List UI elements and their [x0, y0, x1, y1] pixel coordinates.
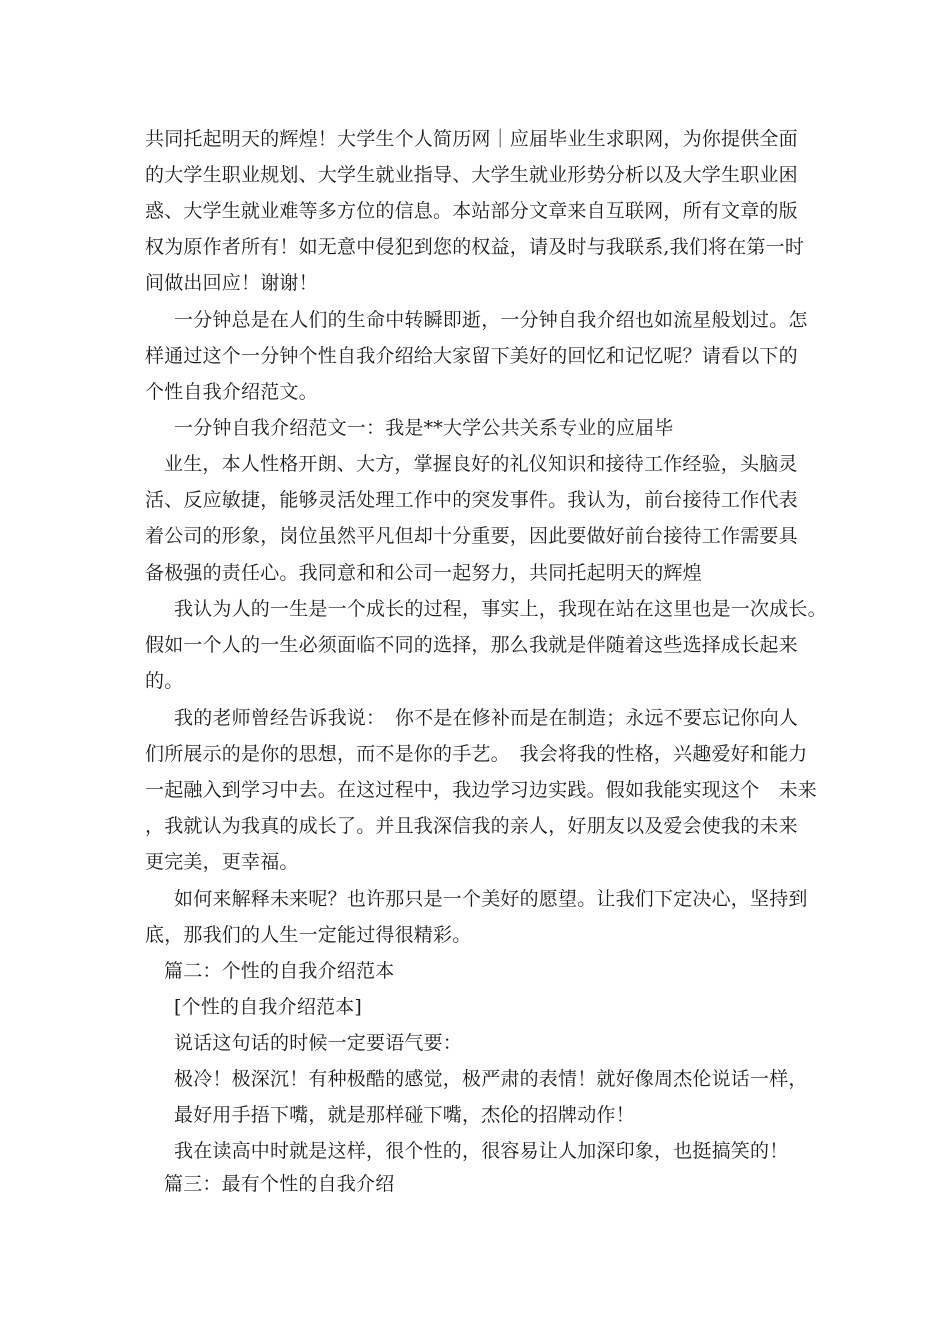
text-line: [个性的自我介绍范本]	[174, 996, 363, 1018]
text-line: 底，那我们的人生一定能过得很精彩。	[145, 924, 472, 946]
text-line: 活、反应敏捷，能够灵活处理工作中的突发事件。我认为，前台接待工作代表	[145, 489, 798, 511]
text-line: 说话这句话的时候一定要语气要：	[174, 1032, 463, 1054]
text-line: 我的老师曾经告诉我说： 你不是在修补而是在制造；永远不要忘记你向人	[174, 707, 799, 729]
text-line: 样通过这个一分钟个性自我介绍给大家留下美好的回忆和记忆呢？请看以下的	[145, 345, 798, 367]
section-heading: 篇二：个性的自我介绍范本	[164, 960, 395, 982]
text-line: 们所展示的是你的思想，而不是你的手艺。 我会将我的性格，兴趣爱好和能力	[145, 743, 808, 765]
text-line: 着公司的形象，岗位虽然平凡但却十分重要，因此要做好前台接待工作需要具	[145, 525, 798, 547]
text-line: 共同托起明天的辉煌！大学生个人简历网｜应届毕业生求职网，为你提供全面	[145, 128, 798, 150]
text-line: 间做出回应！谢谢！	[145, 272, 318, 294]
text-line: 假如一个人的一生必须面临不同的选择，那么我就是伴随着这些选择成长起来	[145, 634, 798, 656]
section-heading: 篇三：最有个性的自我介绍	[164, 1173, 395, 1195]
text-line: 一分钟自我介绍范文一：我是**大学公共关系专业的应届毕	[174, 417, 674, 439]
text-line: 权为原作者所有！如无意中侵犯到您的权益，请及时与我联系,我们将在第一时	[145, 236, 805, 258]
text-line: 更完美，更幸福。	[145, 851, 299, 873]
text-line: 极冷！极深沉！有种极酷的感觉，极严肃的表情！就好像周杰伦说话一样，	[174, 1068, 808, 1090]
text-line: 最好用手捂下嘴，就是那样碰下嘴，杰伦的招牌动作！	[174, 1104, 635, 1126]
text-line: 我认为人的一生是一个成长的过程，事实上，我现在站在这里也是一次成长。	[174, 598, 827, 620]
text-line: 的大学生职业规划、大学生就业指导、大学生就业形势分析以及大学生职业困	[145, 164, 798, 186]
text-line: ，我就认为我真的成长了。并且我深信我的亲人，好朋友以及爱会使我的未来	[145, 815, 798, 837]
text-line: 一起融入到学习中去。在这过程中，我边学习边实践。假如我能实现这个 未来	[145, 779, 818, 801]
text-line: 如何来解释未来呢？也许那只是一个美好的愿望。让我们下定决心，坚持到	[174, 888, 808, 910]
text-line: 我在读高中时就是这样，很个性的，很容易让人加深印象，也挺搞笑的！	[174, 1140, 789, 1162]
text-line: 惑、大学生就业难等多方位的信息。本站部分文章来自互联网，所有文章的版	[145, 200, 798, 222]
text-line: 个性自我介绍范文。	[145, 381, 318, 403]
text-line: 备极强的责任心。我同意和和公司一起努力，共同托起明天的辉煌	[145, 562, 702, 584]
text-line: 业生，本人性格开朗、大方，掌握良好的礼仪知识和接待工作经验，头脑灵	[164, 453, 798, 475]
text-line: 一分钟总是在人们的生命中转瞬即逝，一分钟自我介绍也如流星般划过。怎	[174, 309, 808, 331]
text-line: 的。	[145, 670, 184, 692]
